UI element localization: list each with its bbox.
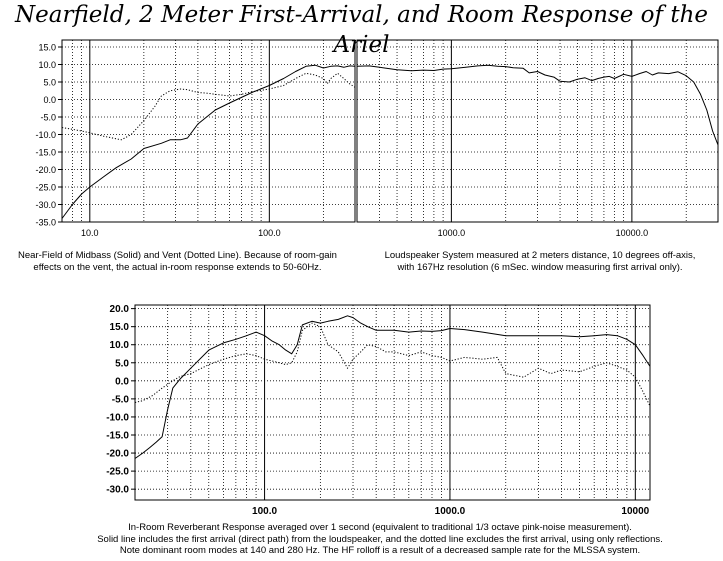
in-room-series-dotted [135,323,650,406]
in-room-caption-line-2: Solid line includes the first arrival (direct path) from the loudspeaker, and the dotted line excludes the first arrival, using only reflections. [97,533,663,545]
nearfield-ytick-label: -10.0 [35,130,56,140]
nearfield-caption-line-1: Near-Field of Midbass (Solid) and Vent (Dotted Line). Because of room-gain [18,250,337,261]
in-room-ytick-label: 0.0 [115,376,129,388]
in-room-ytick-label: -30.0 [106,484,129,496]
in-room-ytick-label: -15.0 [106,430,129,442]
in-room-caption-line-1: In-Room Reverberant Response averaged over 1 second (equivalent to traditional 1/3 octave pink-noise measurement). [128,522,632,533]
nearfield-ytick-label: 15.0 [38,42,56,53]
in-room-ytick-label: 5.0 [115,358,129,370]
nearfield-frame [62,40,355,222]
nearfield-ytick-label: -25.0 [35,182,56,193]
in-room-ytick-label: 20.0 [109,304,129,316]
first-arrival-xtick-label: 1000.0 [437,228,466,238]
in-room-ytick-label: 15.0 [109,322,129,334]
first-arrival-caption-line-2: with 167Hz resolution (6 mSec. window measuring first arrival only). [397,261,683,273]
first-arrival-caption-line-1: Loudspeaker System measured at 2 meters distance, 10 degrees off-axis, [384,250,696,261]
in-room-xtick-label: 100.0 [252,506,278,517]
nearfield-ytick-label: -35.0 [35,217,56,228]
in-room-caption [60,522,700,557]
nearfield-caption [0,250,355,273]
first-arrival-chart [357,40,718,238]
in-room-ytick-label: -10.0 [106,412,129,424]
nearfield-ytick-label: 10.0 [38,60,56,70]
nearfield-xtick-label: 100.0 [258,228,281,238]
nearfield-ytick-label: -20.0 [35,165,56,175]
in-room-xtick-label: 1000.0 [434,506,466,517]
nearfield-ytick-label: -15.0 [35,147,56,158]
in-room-series-solid [135,316,650,459]
nearfield-ytick-label: -5.0 [40,112,56,123]
figure-title: Nearfield, 2 Meter First-Arrival, and Room Response of the Ariel [15,2,708,58]
in-room-ytick-label: 10.0 [109,340,129,352]
nearfield-ytick-label: 5.0 [43,77,56,88]
in-room-chart [106,304,650,517]
nearfield-series-solid [62,65,355,218]
nearfield-xtick-label: 10.0 [81,228,99,238]
in-room-frame [135,305,650,500]
in-room-ytick-label: -20.0 [106,448,129,460]
in-room-ytick-label: -5.0 [111,394,129,406]
first-arrival-xtick-label: 10000.0 [615,228,649,238]
first-arrival-caption [362,250,718,273]
nearfield-ytick-label: -30.0 [35,200,56,210]
in-room-caption-line-3: Note dominant room modes at 140 and 280 Hz. The HF rolloff is a result of a decreased sample rate for the MLSSA system. [119,545,641,556]
nearfield-ytick-label: 0.0 [43,95,56,105]
nearfield-caption-line-2: effects on the vent, the actual in-room response extends to 50-60Hz. [33,261,322,273]
in-room-ytick-label: -25.0 [106,466,129,478]
in-room-xtick-label: 10000 [621,506,650,517]
nearfield-series-dotted [62,73,355,140]
nearfield-chart [35,40,355,238]
